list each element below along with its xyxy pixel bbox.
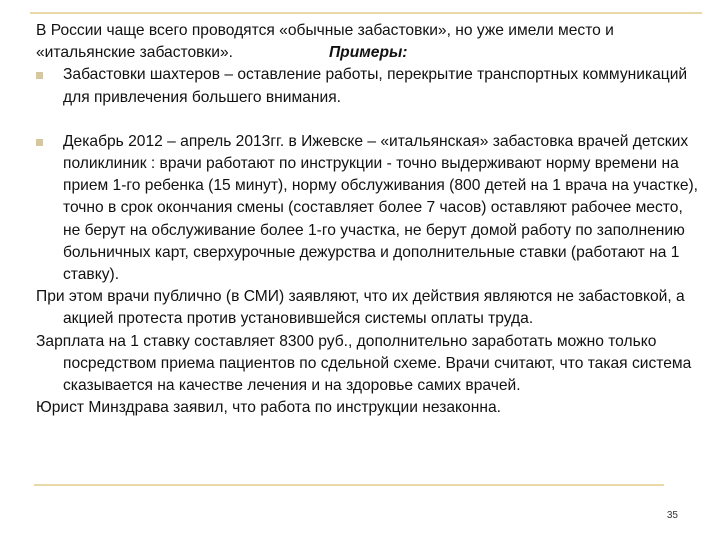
square-bullet-icon	[36, 139, 43, 146]
paragraph-statement: При этом врачи публично (в СМИ) заявляют, что их действия являются не забастовкой, а акцией протеста против установившейся системы оплаты труда.	[36, 288, 685, 328]
page-number: 35	[666, 510, 678, 521]
bullet-item	[36, 131, 700, 286]
bullet-text-doctors: Декабрь 2012 – апрель 2013гг. в Ижевске – «итальянская» забастовка врачей детских поликлиник : врачи работают по инструкции - точно выдерживают норму времени на прием 1-го ребенка (15 минут), норму обслуживания (800 детей на 1 врача на участке), точно в срок окончания смены (составляет более 7 часов) оставляют рабочее место, не берут на обслуживание более 1-го участка, не берут домой работу по заполнению больничных карт, сверхурочные дежурства и дополнительные ставки (работают на 1 ставку).	[63, 132, 699, 284]
lawyer-statement: Юрист Минздрава заявил, что работа по инструкции незаконна.	[36, 399, 501, 417]
examples-label: Примеры:	[328, 44, 408, 62]
square-bullet-icon	[36, 72, 43, 79]
bullet-text-miners: Забастовки шахтеров – оставление работы, перекрытие транспортных коммуникаций для привлечения большего внимания.	[63, 66, 688, 106]
bottom-divider	[34, 484, 664, 486]
bullet-item	[36, 64, 700, 108]
slide-body	[36, 20, 700, 419]
spacer	[36, 109, 700, 131]
top-divider	[30, 12, 702, 14]
intro-paragraph	[36, 20, 700, 64]
intro-text: В России чаще всего проводятся «обычные забастовки», но уже имели место и «итальянские забастовки».	[36, 22, 614, 62]
paragraph-salary: Зарплата на 1 ставку составляет 8300 руб., дополнительно заработать можно только посредством приема пациентов по сдельной схеме. Врачи считают, что такая система сказывается на качестве лечения и на здоровье самих врачей.	[36, 332, 692, 395]
